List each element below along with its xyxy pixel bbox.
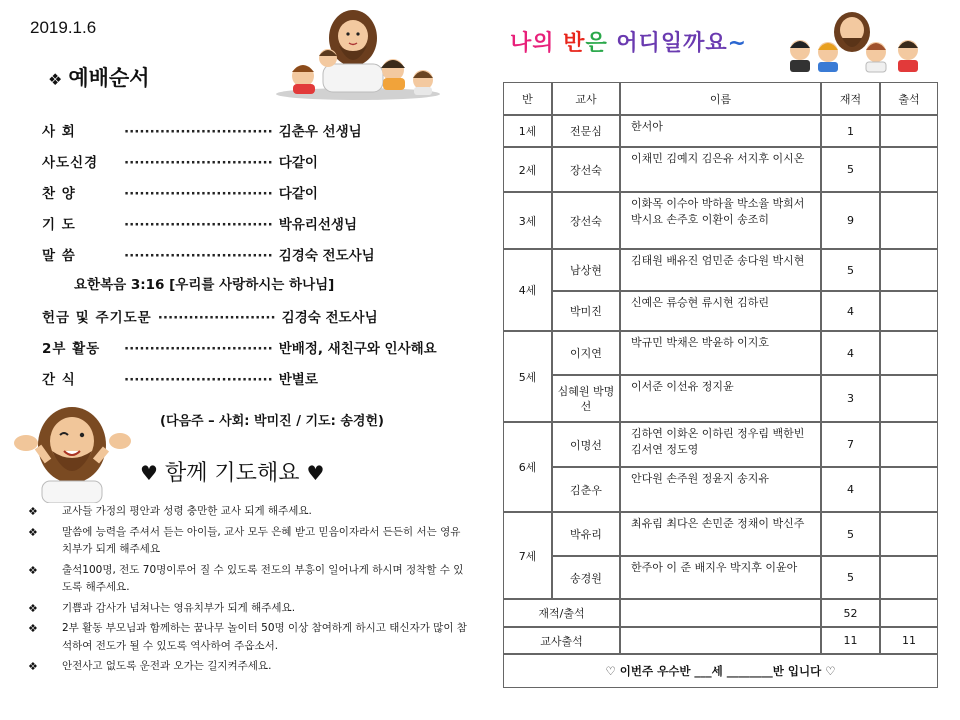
order-label: 간 식 xyxy=(42,372,76,388)
diamond-bullet-icon: ❖ xyxy=(28,660,38,673)
order-label: 헌금 및 주기도문 xyxy=(42,310,152,326)
attendance-cell xyxy=(880,291,938,331)
order-person: 다같이 xyxy=(278,186,318,202)
total-label: 재적/출석 xyxy=(503,599,620,627)
worship-order-title xyxy=(48,62,150,92)
enrolled-cell: 5 xyxy=(821,556,880,599)
prayer-title-text: 함께 기도해요 xyxy=(164,461,300,486)
attendance-cell xyxy=(880,422,938,467)
diamond-bullet-icon: ❖ xyxy=(28,505,38,518)
diamond-bullet-icon: ❖ xyxy=(28,601,38,615)
prayer-item xyxy=(28,600,468,618)
table-header-teacher: 교사 xyxy=(552,82,620,115)
attendance-cell xyxy=(880,512,938,556)
group-children-illustration xyxy=(782,8,932,74)
attendance-cell xyxy=(880,115,938,147)
order-item-sermon xyxy=(42,244,375,264)
prayer-item xyxy=(28,562,468,597)
prayer-text: 출석100명, 전도 70명이루어 질 수 있도록 전도의 부흥이 일어나게 하시며 정착할 수 있도록 해주세요. xyxy=(62,563,464,593)
enrolled-cell: 1 xyxy=(821,115,880,147)
attendance-cell xyxy=(880,467,938,512)
order-label: 사 회 xyxy=(42,124,76,140)
table-header-names: 이름 xyxy=(620,82,821,115)
prayer-title xyxy=(140,456,324,487)
class-title-part: 어디일까요 xyxy=(616,31,728,56)
class-cell: 4세 xyxy=(503,249,552,331)
class-title-part: 은 xyxy=(585,31,617,56)
order-dots: ····························· xyxy=(124,372,273,388)
enrolled-cell: 7 xyxy=(821,422,880,467)
names-cell: 이화목 이수아 박하율 박소율 박희서 박시요 손주호 이환이 송조히 xyxy=(620,192,821,249)
class-cell: 6세 xyxy=(503,422,552,512)
order-dots: ····························· xyxy=(124,217,273,233)
prayer-text: 안전사고 없도록 운전과 오가는 길지켜주세요. xyxy=(62,660,272,672)
attendance-cell xyxy=(880,147,938,192)
teacher-cell: 이명선 xyxy=(552,422,620,467)
diamond-bullet-icon: ❖ xyxy=(48,70,63,89)
order-item-snack xyxy=(42,368,318,388)
teacher-enrolled: 11 xyxy=(821,627,880,654)
diamond-bullet-icon: ❖ xyxy=(28,622,38,635)
order-person: 김경숙 전도사님 xyxy=(278,248,375,264)
attendance-cell xyxy=(880,249,938,291)
class-cell: 7세 xyxy=(503,512,552,599)
order-dots: ····························· xyxy=(124,155,273,171)
best-class-footer: ♡ 이번주 우수반 ___세 ________반 입니다 ♡ xyxy=(503,654,938,688)
order-item-offering xyxy=(42,306,378,326)
enrolled-cell: 5 xyxy=(821,512,880,556)
total-names-empty xyxy=(620,599,821,627)
class-title-part: 반 xyxy=(563,31,586,56)
teacher-attend-empty xyxy=(620,627,821,654)
order-label: 2부 활동 xyxy=(42,341,101,357)
order-label: 찬 양 xyxy=(42,186,76,202)
order-label: 말 씀 xyxy=(42,248,76,264)
prayer-item xyxy=(28,620,468,655)
order-item-praise xyxy=(42,182,318,202)
teacher-cell: 심혜원 박명선 xyxy=(552,375,620,422)
names-cell: 김하연 이화온 이하린 정우림 백한빈 김서연 정도영 xyxy=(620,422,821,467)
teacher-cell: 장선숙 xyxy=(552,147,620,192)
worship-order-title-text: 예배순서 xyxy=(68,66,150,90)
table-header-enrolled: 재적 xyxy=(821,82,880,115)
order-label: 사도신경 xyxy=(42,155,99,171)
total-enrolled: 52 xyxy=(821,599,880,627)
names-cell: 안다원 손주원 정윤지 송지유 xyxy=(620,467,821,512)
order-person: 반배정, 새친구와 인사해요 xyxy=(278,341,437,357)
teacher-cell: 전문심 xyxy=(552,115,620,147)
teacher-cell: 박미진 xyxy=(552,291,620,331)
order-item-prayer xyxy=(42,213,357,233)
class-cell: 2세 xyxy=(503,147,552,192)
names-cell: 이채민 김예지 김은유 서지후 이시온 xyxy=(620,147,821,192)
table-header-class: 반 xyxy=(503,82,552,115)
enrolled-cell: 4 xyxy=(821,331,880,375)
teacher-attend-label: 교사출석 xyxy=(503,627,620,654)
prayer-item xyxy=(28,503,468,521)
names-cell: 한서아 xyxy=(620,115,821,147)
total-attendance xyxy=(880,599,938,627)
attendance-cell xyxy=(880,192,938,249)
order-person: 반별로 xyxy=(278,372,318,388)
order-dots: ····························· xyxy=(124,186,273,202)
jesus-children-illustration xyxy=(273,8,443,100)
attendance-cell xyxy=(880,331,938,375)
order-item-creed xyxy=(42,151,318,171)
names-cell: 이서준 이선유 정지윤 xyxy=(620,375,821,422)
teacher-cell: 남상현 xyxy=(552,249,620,291)
order-item-host xyxy=(42,120,362,140)
names-cell: 김태원 배유진 엄민준 송다원 박시현 xyxy=(620,249,821,291)
class-title-part: ~ xyxy=(727,31,748,56)
order-dots: ····························· xyxy=(124,124,273,140)
enrolled-cell: 3 xyxy=(821,375,880,422)
names-cell: 신예은 류승현 류시현 김하린 xyxy=(620,291,821,331)
class-title xyxy=(510,26,747,57)
teacher-attendance: 11 xyxy=(880,627,938,654)
heart-icon: ♥ xyxy=(306,461,325,485)
names-cell: 한주아 이 준 배지우 박지후 이윤아 xyxy=(620,556,821,599)
prayer-text: 기쁨과 감사가 넘쳐나는 영유치부가 되게 해주세요. xyxy=(62,601,296,614)
teacher-cell: 김춘우 xyxy=(552,467,620,512)
order-person: 김춘우 선생님 xyxy=(278,124,362,140)
prayer-text: 말씀에 능력을 주셔서 듣는 아이들, 교사 모두 은혜 받고 믿음이자라서 든든히 서는 영유치부가 되게 해주세요 xyxy=(62,525,461,555)
order-person: 다같이 xyxy=(278,155,318,171)
table-header-attendance: 출석 xyxy=(880,82,938,115)
enrolled-cell: 5 xyxy=(821,249,880,291)
enrolled-cell: 4 xyxy=(821,467,880,512)
order-label: 기 도 xyxy=(42,217,76,233)
teacher-cell: 박유리 xyxy=(552,512,620,556)
prayer-item xyxy=(28,524,468,559)
enrolled-cell: 4 xyxy=(821,291,880,331)
order-person: 박유리선생님 xyxy=(278,217,357,233)
prayer-text: 2부 활동 부모님과 함께하는 꿈나무 놀이터 50명 이상 참여하게 하시고 태신자가 많이 참석하여 전도가 될 수 있도록 역사하여 주옵소서. xyxy=(62,622,467,652)
class-cell: 5세 xyxy=(503,331,552,422)
order-dots: ····························· xyxy=(124,341,273,357)
class-title-part: 나의 xyxy=(510,31,564,56)
diamond-bullet-icon: ❖ xyxy=(28,563,38,577)
diamond-bullet-icon: ❖ xyxy=(28,525,38,539)
next-week-note: (다음주 – 사회: 박미진 / 기도: 송경헌) xyxy=(160,414,384,429)
enrolled-cell: 9 xyxy=(821,192,880,249)
heart-icon: ♥ xyxy=(140,461,158,485)
scripture-reference: 요한복음 3:16 [우리를 사랑하시는 하나님] xyxy=(74,277,335,293)
attendance-cell xyxy=(880,375,938,422)
prayer-list xyxy=(28,503,468,679)
order-dots: ······················· xyxy=(157,310,276,326)
order-dots: ····························· xyxy=(124,248,273,264)
names-cell: 최유림 최다은 손민준 정채이 박신주 xyxy=(620,512,821,556)
teacher-cell: 장선숙 xyxy=(552,192,620,249)
teacher-cell: 이지연 xyxy=(552,331,620,375)
class-cell: 1세 xyxy=(503,115,552,147)
class-table xyxy=(503,82,938,688)
enrolled-cell: 5 xyxy=(821,147,880,192)
teacher-cell: 송경원 xyxy=(552,556,620,599)
prayer-item xyxy=(28,658,468,676)
names-cell: 박규민 박채은 박윤하 이지호 xyxy=(620,331,821,375)
prayer-text: 교사들 가정의 평안과 성령 충만한 교사 되게 해주세요. xyxy=(62,505,312,517)
waving-jesus-illustration xyxy=(8,395,136,503)
class-cell: 3세 xyxy=(503,192,552,249)
order-person: 김경숙 전도사님 xyxy=(281,310,378,326)
order-item-activity xyxy=(42,337,437,357)
bulletin-date: 2019.1.6 xyxy=(30,18,97,37)
attendance-cell xyxy=(880,556,938,599)
